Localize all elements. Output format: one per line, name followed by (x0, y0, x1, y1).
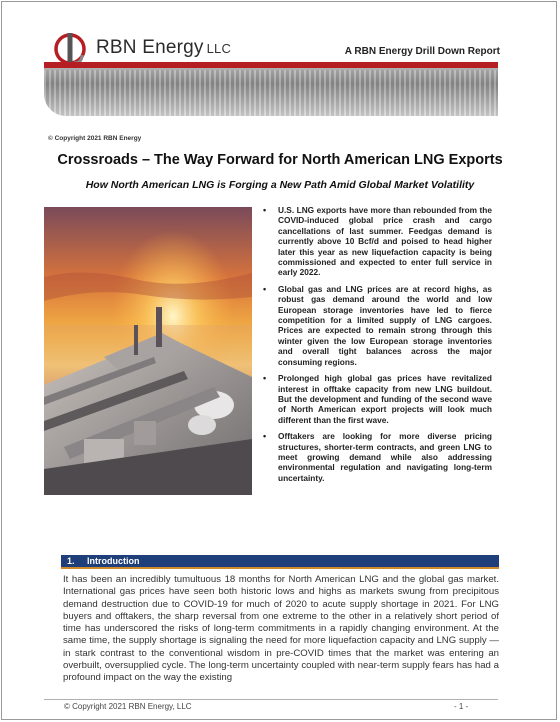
logo-wordmark (96, 37, 231, 59)
section-number: 1. (67, 556, 75, 566)
key-point-text: Prolonged high global gas prices have revitalized interest in offtake capacity from new LNG buildout. But the development and funding of the second wave of North American export projects will look much different than the first wave. (278, 373, 492, 425)
introduction-paragraph: It has been an incredibly tumultuous 18 months for North American LNG and the global gas market. International gas prices have seen both historic lows and highs as markets swung from precipitous demand destruction due to COVID-19 for much of 2020 to acute supply shortage in 2021. For LNG buyers and offtakers, the sharp reversal from one extreme to the other in a relatively short period of time has underscored the risks of long-term commitments in a rapidly changing environment. At the same time, the supply shortage is signaling the need for more liquefaction capacity and LNG supply — in stark contrast to the conventional wisdom in pre-COVID times that the market was entering an overbuilt, oversupplied cycle. The long-term uncertainty coupled with near-term supply fears has had a profound impact on the way the existing (63, 574, 499, 684)
section-heading-introduction (61, 555, 499, 569)
key-point-text: U.S. LNG exports have more than rebounded from the COVID-induced global price crash and cargo cancellations of last summer. Feedgas demand is currently above 10 Bcf/d and poised to head higher later this year as new liquefaction capacity is being commissioned and expected to enter full service in early 2022. (278, 205, 492, 278)
logo-brand: RBN Energy (96, 37, 204, 58)
document-title: Crossroads – The Way Forward for North American LNG Exports (57, 152, 503, 168)
key-point (262, 431, 492, 483)
footer-divider (44, 699, 498, 700)
logo-suffix: LLC (206, 41, 232, 56)
banner-red-stripe (44, 62, 498, 68)
key-point-text: Global gas and LNG prices are at record highs, as robust gas demand around the world and low European storage inventories have led to fierce competition for a limited supply of LNG cargoes. Prices are expected to remain strong through this winter given the low European storage inventories and overall tight balances across the major consuming regions. (278, 283, 492, 367)
document-page (1, 1, 557, 720)
rbn-logo (52, 29, 242, 65)
header-banner (44, 62, 498, 116)
report-tag: A RBN Energy Drill Down Report (344, 46, 500, 57)
page-number: - 1 - (454, 702, 469, 711)
bullet-icon: • (263, 431, 267, 442)
bullet-icon: • (263, 373, 267, 384)
key-point (262, 373, 492, 425)
bullet-icon: • (263, 283, 267, 294)
footer-copyright: © Copyright 2021 RBN Energy, LLC (64, 702, 192, 711)
banner-texture (44, 70, 498, 116)
lng-tanker-photo (44, 207, 252, 495)
lng-tanker-illustration (44, 207, 252, 495)
copyright-notice: © Copyright 2021 RBN Energy (48, 135, 142, 142)
bullet-icon: • (263, 205, 267, 215)
document-subtitle: How North American LNG is Forging a New Path Amid Global Market Volatility (85, 179, 475, 191)
key-point-text: Offtakers are looking for more diverse pricing structures, shorter-term contracts, and green LNG to meet growing demand while also addressing environmental regulation and navigating long-term uncertainty. (278, 431, 492, 483)
key-point (262, 205, 492, 278)
key-point (262, 284, 492, 367)
key-points-list (262, 205, 492, 489)
section-title: Introduction (87, 556, 140, 566)
